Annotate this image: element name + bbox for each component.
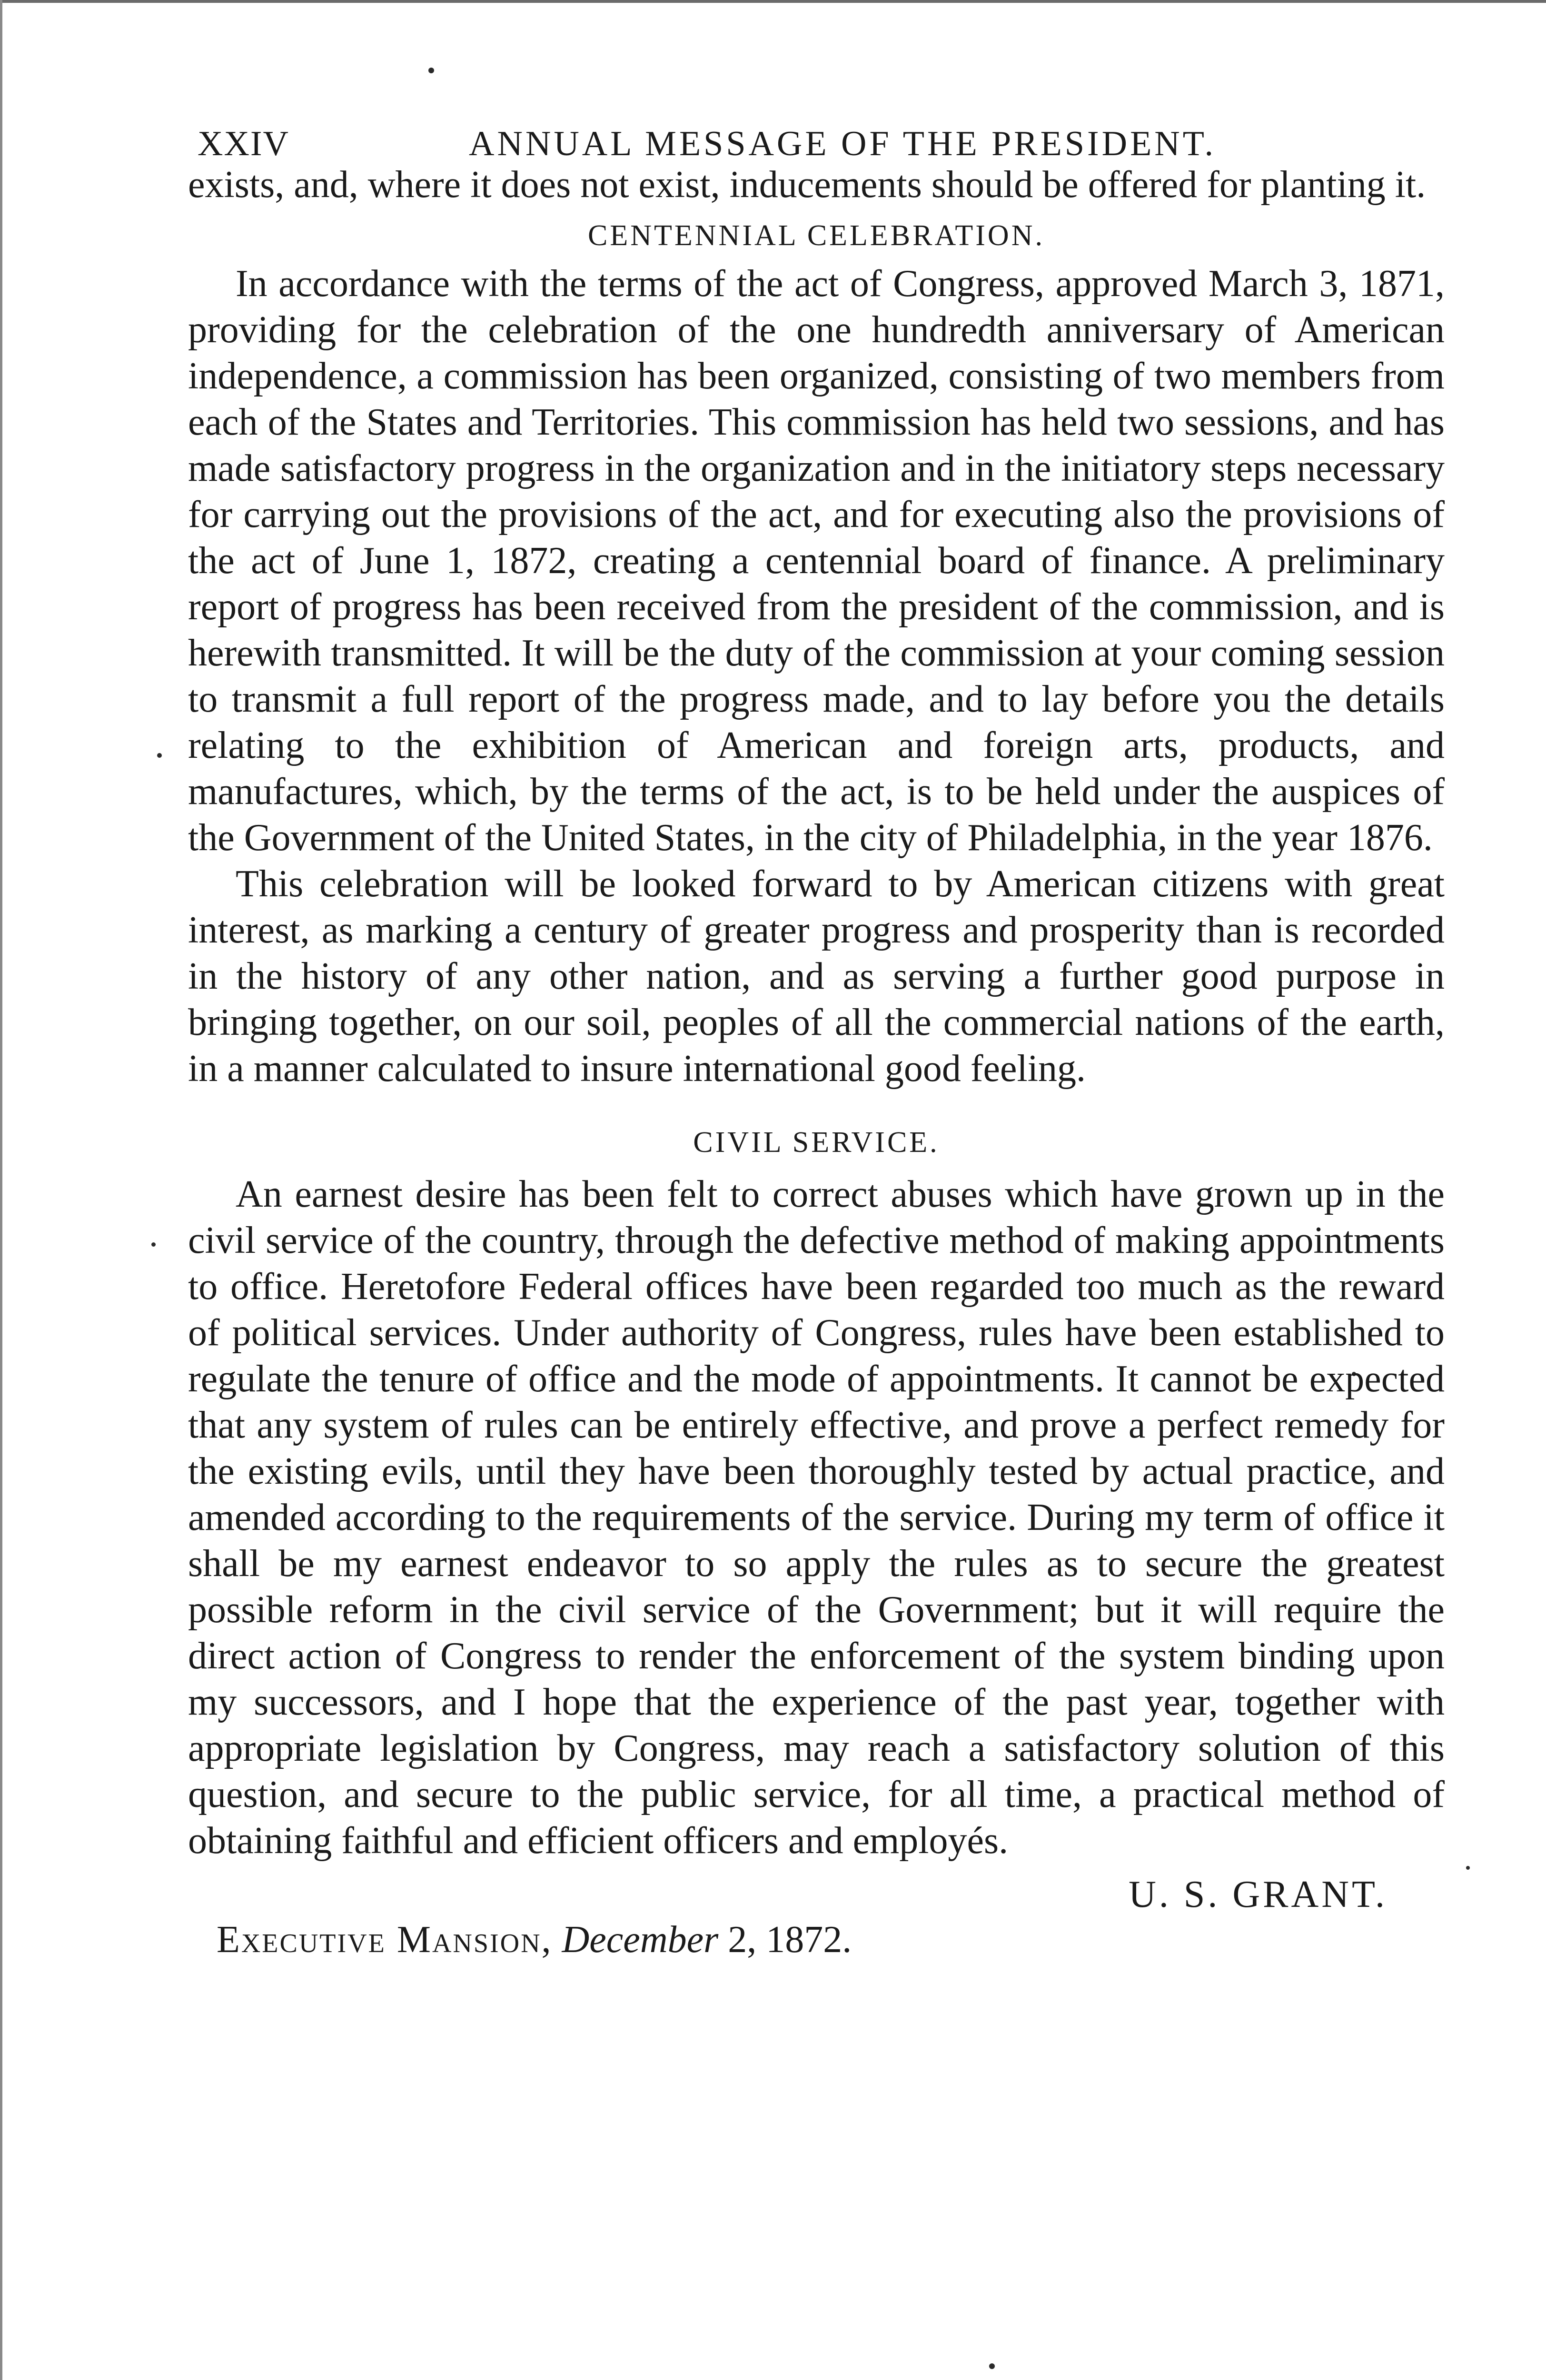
signature: U. S. GRANT. <box>1129 1874 1387 1915</box>
dateline-day-year: 2, 1872. <box>728 1919 852 1961</box>
paragraph-civil-service: An earnest desire has been felt to correct abuses which have grown up in the civil service of the country, through the defective method of making appointments to office. Heretofore Federal offices have been regarded too much as the reward of political services. Under authority of Congress, rules have been established to regulate the tenure of office and the mode of appointments. It cannot be expected that any system of rules can be entirely effective, and prove a perfect remedy for the existing evils, until they have been thoroughly tested by actual practice, and amended according to the requirements of the service. During my term of office it shall be my earnest endeavor to so apply the rules as to secure the greatest possible reform in the civil service of the Government; but it will require the direct action of Congress to render the enforcement of the system binding upon my successors, and I hope that the experience of the past year, together with appropriate legislation by Congress, may reach a satisfactory solution of this question, and secure to the public service, for all time, a practical method of obtaining faithful and efficient officers and employés. <box>188 1173 1445 1862</box>
scan-speck <box>989 2363 995 2369</box>
heading-civil-service: CIVIL SERVICE. <box>693 1126 940 1159</box>
dateline-month: December <box>562 1919 719 1961</box>
scan-speck <box>157 753 162 758</box>
paragraph-centennial-2: This celebration will be looked forward to by American citizens with great interest, as marking a century of greater progress and prosperity than is recorded in the history of any other nation, and as serving a further good purpose in bringing together, on our soil, peoples of all the commercial nations of the earth, in a manner calculated to insure international good feeling. <box>188 863 1445 1090</box>
document-page <box>188 114 1445 1963</box>
dateline <box>188 1917 1445 1963</box>
body-text <box>188 162 1445 1963</box>
paragraph-centennial-1: In accordance with the terms of the act of Congress, approved March 3, 1871, providing for the celebration of the one hundredth anniversary of American independence, a commission has been organized, consisting of two members from each of the States and Territories. This commission has held two sessions, and has made satisfactory progress in the organization and in the initiatory steps necessary for carrying out the provisions of the act, and for executing also the provisions of the act of June 1, 1872, creating a centennial board of finance. A preliminary report of progress has been received from the president of the commission, and is herewith transmitted. It will be the duty of the commission at your coming session to transmit a full report of the progress made, and to lay before you the details relating to the exhibition of American and foreign arts, products, and manufactures, which, by the terms of the act, is to be held under the auspices of the Government of the United States, in the city of Philadelphia, in the year 1876. <box>188 263 1445 859</box>
heading-centennial-celebration: CENTENNIAL CELEBRATION. <box>588 219 1045 252</box>
top-page-rule <box>0 0 1546 3</box>
running-head <box>188 114 1445 162</box>
scan-speck <box>151 1242 156 1247</box>
scan-speck <box>1466 1866 1470 1870</box>
scan-speck <box>428 68 434 73</box>
left-page-edge <box>0 0 2 2380</box>
continued-paragraph: exists, and, where it does not exist, inducements should be offered for planting it. <box>188 164 1426 206</box>
page-folio: XXIV <box>198 124 289 163</box>
running-title: ANNUAL MESSAGE OF THE PRESIDENT. <box>469 124 1216 163</box>
dateline-place: Executive Mansion, <box>217 1919 553 1961</box>
